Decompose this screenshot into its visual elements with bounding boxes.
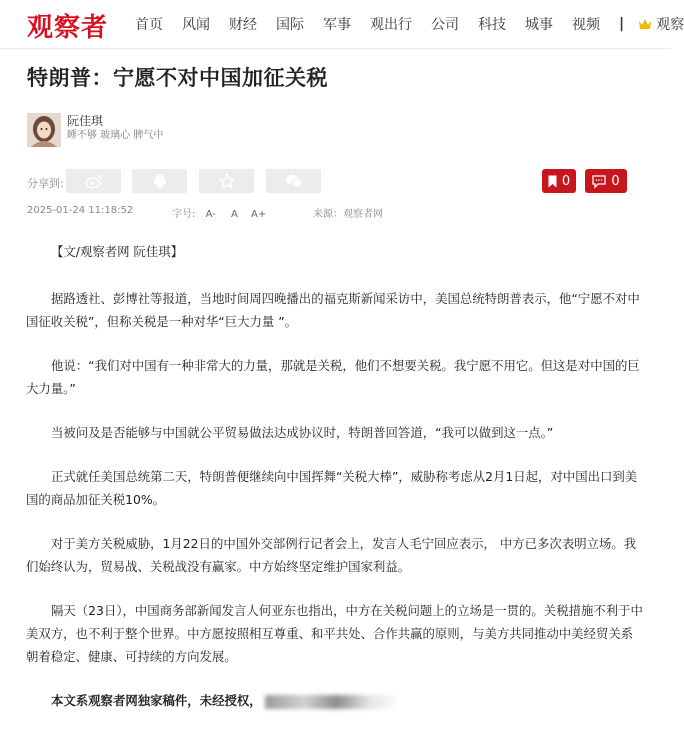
bookmark-count: 0 bbox=[561, 173, 571, 189]
article-title: 特朗普：宁愿不对中国加征关税 bbox=[27, 66, 328, 90]
bookmark-icon bbox=[548, 175, 557, 188]
nav-item-fengwen[interactable]: 风闻 bbox=[182, 17, 210, 33]
qq-icon bbox=[151, 173, 169, 189]
font-size-controls bbox=[172, 205, 266, 220]
nav-item-home[interactable]: 首页 bbox=[135, 17, 163, 33]
site-header bbox=[0, 0, 684, 49]
vip-link[interactable] bbox=[638, 14, 684, 34]
wechat-icon bbox=[285, 173, 303, 189]
avatar-image bbox=[27, 113, 61, 147]
article-byline: 【文/观察者网 阮佳琪】 bbox=[51, 244, 184, 259]
article-paragraph: 隔天（23日），中国商务部新闻发言人何亚东也指出，中方在关税问题上的立场是一贯的。关税措施不利于中美双方，也不利于整个世界。中方愿按照相互尊重、和平共处、合作共赢的原则，与美方共同推动中美经贸关系朝着稳定、健康、可持续的方向发展。 bbox=[26, 603, 643, 664]
publish-datetime: 2025-01-24 11:18:52 bbox=[27, 205, 134, 216]
article-source: 来源：观察者网 bbox=[313, 209, 383, 220]
nav-item-video[interactable]: 视频 bbox=[572, 17, 600, 33]
author-bio: 睡不够 玻璃心 脾气中 bbox=[67, 130, 164, 141]
comment-count: 0 bbox=[611, 173, 620, 189]
share-weibo-button[interactable] bbox=[66, 169, 121, 193]
nav-separator: | bbox=[619, 16, 625, 32]
comment-icon bbox=[592, 175, 606, 188]
font-size-normal[interactable]: A bbox=[230, 209, 238, 220]
font-size-increase[interactable]: A+ bbox=[251, 209, 267, 220]
font-size-decrease[interactable]: A- bbox=[205, 209, 216, 220]
share-qq-button[interactable] bbox=[132, 169, 187, 193]
weibo-icon bbox=[85, 173, 103, 189]
vip-crown-icon bbox=[638, 18, 652, 30]
article-paragraph: 正式就任美国总统第二天，特朗普便继续向中国挥舞“关税大棒”，威胁称考虑从2月1日起，对中国出口到美国的商品加征关税10%。 bbox=[26, 469, 638, 507]
nav-item-international[interactable]: 国际 bbox=[276, 17, 304, 33]
share-wechat-button[interactable] bbox=[266, 169, 321, 193]
nav-item-company[interactable]: 公司 bbox=[431, 17, 459, 33]
article-paragraph: 对于美方关税威胁，1月22日的中国外交部例行记者会上，发言人毛宁回应表示， 中方已多次表明立场。我们始终认为，贸易战、关税战没有赢家。中方始终坚定维护国家利益。 bbox=[26, 536, 637, 574]
nav-item-travel[interactable]: 观出行 bbox=[370, 17, 412, 33]
main-nav bbox=[135, 14, 684, 34]
article-paragraph: 他说：“我们对中国有一种非常大的力量，那就是关税，他们不想要关税。我宁愿不用它。但这是对中国的巨大力量。” bbox=[26, 358, 640, 396]
author-name[interactable]: 阮佳琪 bbox=[67, 114, 104, 128]
nav-item-finance[interactable]: 财经 bbox=[229, 17, 257, 33]
nav-item-military[interactable]: 军事 bbox=[323, 17, 351, 33]
vip-label: 观察 bbox=[656, 17, 684, 33]
bookmark-button[interactable] bbox=[542, 169, 576, 193]
article-paragraph: 据路透社、彭博社等报道，当地时间周四晚播出的福克斯新闻采访中，美国总统特朗普表示，他“宁愿不对中国征收关税”，但称关税是一种对华“巨大力量 ”。 bbox=[26, 291, 640, 329]
site-logo[interactable]: 观察者 bbox=[27, 13, 109, 43]
nav-item-tech[interactable]: 科技 bbox=[478, 17, 506, 33]
share-label: 分享到: bbox=[27, 177, 64, 190]
qzone-icon bbox=[218, 173, 236, 189]
article-body bbox=[26, 240, 644, 733]
copyright-note-text: 本文系观察者网独家稿件，未经授权， bbox=[51, 693, 262, 708]
comment-button[interactable] bbox=[585, 169, 627, 193]
article-paragraph: 当被问及是否能够与中国就公平贸易做法达成协议时，特朗普回答道，“我可以做到这一点。” bbox=[51, 425, 554, 440]
share-qzone-button[interactable] bbox=[199, 169, 254, 193]
copyright-note bbox=[26, 689, 644, 712]
blurred-overlay bbox=[265, 695, 395, 709]
font-size-label: 字号: bbox=[172, 209, 196, 220]
author-avatar[interactable] bbox=[27, 113, 61, 147]
nav-item-city[interactable]: 城事 bbox=[525, 17, 553, 33]
